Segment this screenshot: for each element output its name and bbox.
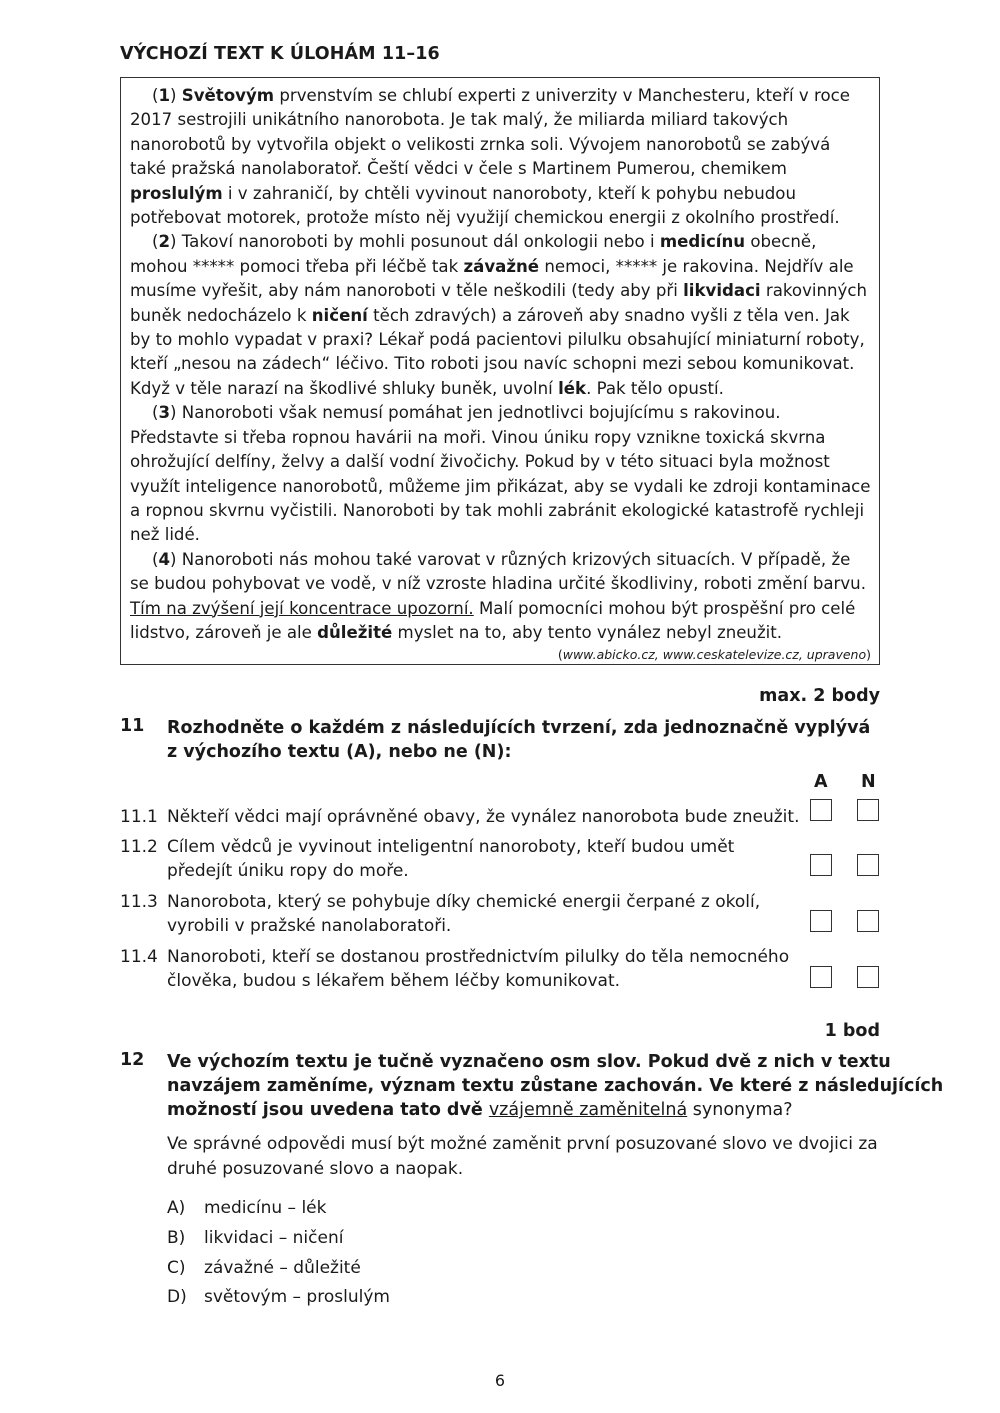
paragraph-2-text-e: těch zdravých) a zároveň aby snadno vyšli z těla ven. Jak by to mohlo vypadat v praxi? Lékař podá pacientovi pilulku obsahující miniaturní roboty, kteří „nesou na zádech“ léčivo. Tito roboti jsou navíc schopni mezi sebou komunikovat. Když v těle narazí na škodlivé shluky buněk, uvolní	[130, 305, 865, 398]
q12-option-a[interactable]: A) medicínu – lék	[167, 1198, 327, 1218]
q11-number: 11	[120, 716, 145, 736]
bold-word-zavazne: závažné	[463, 256, 540, 276]
underlined-sentence: Tím na zvýšení její koncentrace upozorní.	[130, 598, 474, 618]
q11-1-checkbox-n[interactable]	[857, 799, 879, 821]
q12-points: 1 bod	[824, 1021, 880, 1041]
paragraph-3-number: 3	[158, 403, 171, 423]
bold-word-medicinu: medicínu	[659, 232, 746, 252]
paragraph-2-text-f: . Pak tělo opustí.	[586, 378, 724, 398]
underlined-phrase: vzájemně zaměnitelná	[488, 1100, 688, 1120]
q11-4-checkbox-n[interactable]	[857, 966, 879, 988]
paragraph-3: (3) Nanoroboti však nemusí pomáhat jen jednotlivci bojujícímu s rakovinou. Představte si třeba ropnou havárii na moři. Vinou úniku ropy vznikne toxická skvrna ohrožující delfíny, želvy a další vodní živočichy. Pokud by v této situaci byla možnost využít inteligence nanorobotů, můžeme jim přikázat, aby se vydali ke zdroji kontaminace a ropnou skvrnu vyčistili. Nanoroboti by tak mohli zabránit ekologické katastrofě rychleji než lidé.	[130, 403, 871, 545]
source-citation: (www.abicko.cz, www.ceskatelevize.cz, upraveno)	[557, 647, 871, 663]
bold-word-lek: lék	[558, 378, 587, 398]
bold-word-proslulym: proslulým	[130, 183, 223, 203]
paragraph-2-text-a: Takoví nanoroboti by mohli posunout dál onkologii nebo i	[176, 232, 660, 252]
bold-word-niceni: ničení	[311, 305, 368, 325]
exam-page: VÝCHOZÍ TEXT K ÚLOHÁM 11–16 (1) Světovým prvenstvím se chlubí experti z univerzity v Manchesteru, kteří v roce 2017 sestrojili unikátního nanorobota. Je tak malý, že miliarda miliard takových nanorobotů by vytvořila objekt o velikosti zrnka soli. Vývojem nanorobotů se zabývá také pražská nanolaboratoř. Čeští vědci v čele s Martinem Pumerou, chemikem proslulým i v zahraničí, by chtěli vyvinout nanoroboty, kteří k pohybu nebudou potřebovat motorek, protože místo něj využijí chemickou energii z okolního prostředí. (2) Takoví nanoroboti by mohli posunout dál onkologii nebo i medicínu obecně, mohou ***** pomoci třeba při léčbě tak závažné nemoci, ***** je rakovina. Nejdřív ale musíme vyřešit, aby nám nanoroboti v těle neškodili (tedy aby při likvidaci rakovinných buněk nedocházelo k ničení těch zdravých) a zároveň aby snadno vyšli z těla ven. Jak by to mohlo vypadat v praxi? Lékař podá pacientovi pilulku obsahující miniaturní roboty, kteří „nesou na zádech“ léčivo. Tito roboti jsou navíc schopni mezi sebou komunikovat. Když v těle narazí na škodlivé shluky buněk, uvolní lék. Pak tělo opustí. (3) Nanoroboti však nemusí pomáhat jen jednotlivci bojujícímu s rakovinou. Představte si třeba ropnou havárii na moři. Vinou úniku ropy vznikne toxická skvrna ohrožující delfíny, želvy a další vodní živočichy. Pokud by v této situaci byla možnost využít inteligence nanorobotů, můžeme jim přikázat, aby se vydali ke zdroji kontaminace a ropnou skvrnu vyčistili. Nanoroboti by tak mohli zabránit ekologické katastrofě rychleji než lidé. (4) Nanoroboti nás mohou také varovat v různých krizových situacích. V případě, že se budou pohybovat ve vodě, v níž vzroste hladina určité škodliviny, roboti změní barvu. Tím na zvýšení její koncentrace upozorní. Malí pomocníci mohou být prospěšní pro celé lidstvo, zároveň je ale důležité myslet na to, aby tento vynález nebyl zneužit. (www.abicko.cz, www.ceskatelevize.cz, upraveno) max. 2 body 11 Rozhodněte o každém z následujících tvrzení, zda jednoznačně vyplývá z výchozího textu (A), nebo ne (N): A N 11.1 Někteří vědci mají oprávněné obavy, že vynález nanorobota bude zneužit. 11.2 Cílem vědců je vyvinout inteligentní nanoroboty, kteří budou umět předejít úniku ropy do moře. 11.3 Nanorobota, který se pohybuje díky chemické energii čerpané z okolí, vyrobili v pražské nanolaboratoři. 11.4 Nanoroboti, kteří se dostanou prostřednictvím pilulky do těla nemocného člověka, budou s lékařem během léčby komunikovat. 1 bod 12 Ve výchozím textu je tučně vyznačeno osm slov. Pokud dvě z nich v textu navzájem zaměníme, význam textu zůstane zachován. Ve které z následujících možností jsou uvedena tato dvě vzájemně zaměnitelná synonyma? Ve správné odpovědi musí být možné zaměnit první posuzované slovo ve dvojici za druhé posuzované slovo a naopak. A) medicínu – lék B) likvidaci – ničení C) závažné – důležité D) světovým – proslulým 6	[0, 0, 1000, 1413]
paragraph-4-text-a: Nanoroboti nás mohou také varovat v různých krizových situacích. V případě, že se budou pohybovat ve vodě, v níž vzroste hladina určité škodliviny, roboti změní barvu.	[130, 549, 866, 594]
q11-3-checkbox-a[interactable]	[810, 910, 832, 932]
q11-4-checkbox-a[interactable]	[810, 966, 832, 988]
paragraph-4-number: 4	[158, 549, 171, 569]
bold-word-dulezite: důležité	[317, 622, 393, 642]
q11-2-checkbox-n[interactable]	[857, 854, 879, 876]
q12-option-d[interactable]: D) světovým – proslulým	[167, 1287, 390, 1307]
paragraph-2-number: 2	[158, 232, 171, 252]
section-heading: VÝCHOZÍ TEXT K ÚLOHÁM 11–16	[120, 44, 440, 64]
paragraph-1-text-a: prvenstvím se chlubí experti z univerzity v Manchesteru, kteří v roce 2017 sestrojili unikátního nanorobota. Je tak malý, že miliarda miliard takových nanorobotů by vytvořila objekt o velikosti zrnka soli. Vývojem nanorobotů se zabývá také pražská nanolaboratoř. Čeští vědci v čele s Martinem Pumerou, chemikem	[130, 86, 850, 179]
source-citation-text: www.abicko.cz, www.ceskatelevize.cz, upraveno	[562, 647, 867, 663]
page-number: 6	[494, 1371, 506, 1390]
paragraph-1: (1) Světovým prvenstvím se chlubí experti z univerzity v Manchesteru, kteří v roce 2017 sestrojili unikátního nanorobota. Je tak malý, že miliarda miliard takových nanorobotů by vytvořila objekt o velikosti zrnka soli. Vývojem nanorobotů se zabývá také pražská nanolaboratoř. Čeští vědci v čele s Martinem Pumerou, chemikem proslulým i v zahraničí, by chtěli vyvinout nanoroboty, kteří k pohybu nebudou potřebovat motorek, protože místo něj využijí chemickou energii z okolního prostředí.	[130, 86, 850, 228]
paragraph-1-text-b: i v zahraničí, by chtěli vyvinout nanoroboty, kteří k pohybu nebudou potřebovat motorek, protože místo něj využijí chemickou energii z okolního prostředí.	[130, 183, 840, 228]
bold-word-svetovym: Světovým	[181, 86, 275, 105]
q12-option-b[interactable]: B) likvidaci – ničení	[167, 1228, 344, 1248]
paragraph-2-text-b: obecně, mohou ***** pomoci třeba při léčbě tak	[130, 232, 817, 276]
paragraph-4: (4) Nanoroboti nás mohou také varovat v různých krizových situacích. V případě, že se budou pohybovat ve vodě, v níž vzroste hladina určité škodliviny, roboti změní barvu. Tím na zvýšení její koncentrace upozorní. Malí pomocníci mohou být prospěšní pro celé lidstvo, zároveň je ale důležité myslet na to, aby tento vynález nebyl zneužit.	[130, 549, 866, 642]
q11-points: max. 2 body	[759, 686, 880, 706]
q12-instruction: Ve správné odpovědi musí být možné zaměnit první posuzované slovo ve dvojici za druhé posuzované slovo a naopak.	[167, 1134, 878, 1179]
paragraph-1-number: 1	[158, 86, 171, 105]
paragraph-2-text-d: rakovinných buněk nedocházelo k	[130, 281, 868, 325]
q11-question: Rozhodněte o každém z následujících tvrzení, zda jednoznačně vyplývá z výchozího textu (A), nebo ne (N):	[167, 718, 871, 762]
column-header-n: N	[861, 772, 876, 792]
paragraph-4-text-c: myslet na to, aby tento vynález nebyl zneužit.	[392, 622, 783, 642]
paragraph-2-text-c: nemoci, ***** je rakovina. Nejdřív ale musíme vyřešit, aby nám nanoroboti v těle neškodili (tedy aby při	[130, 256, 854, 301]
source-text-box	[120, 77, 880, 665]
column-header-a: A	[814, 772, 828, 792]
q12-number: 12	[120, 1050, 145, 1070]
paragraph-4-text-b: Malí pomocníci mohou být prospěšní pro celé lidstvo, zároveň je ale	[130, 598, 856, 642]
q12-question: Ve výchozím textu je tučně vyznačeno osm slov. Pokud dvě z nich v textu navzájem zaměníme, význam textu zůstane zachován. Ve které z následujících možností jsou uvedena tato dvě vzájemně zaměnitelná synonyma?	[167, 1052, 944, 1120]
q12-option-c[interactable]: C) závažné – důležité	[167, 1258, 361, 1278]
paragraph-3-text: Nanoroboti však nemusí pomáhat jen jednotlivci bojujícímu s rakovinou. Představte si třeba ropnou havárii na moři. Vinou úniku ropy vznikne toxická skvrna ohrožující delfíny, želvy a další vodní živočichy. Pokud by v této situaci byla možnost využít inteligence nanorobotů, můžeme jim přikázat, aby se vydali ke zdroji kontaminace a ropnou skvrnu vyčistili. Nanoroboti by tak mohli zabránit ekologické katastrofě rychleji než lidé.	[130, 403, 871, 545]
paragraph-2: (2) Takoví nanoroboti by mohli posunout dál onkologii nebo i medicínu obecně, mohou ***** pomoci třeba při léčbě tak závažné nemoci, ***** je rakovina. Nejdřív ale musíme vyřešit, aby nám nanoroboti v těle neškodili (tedy aby při likvidaci rakovinných buněk nedocházelo k ničení těch zdravých) a zároveň aby snadno vyšli z těla ven. Jak by to mohlo vypadat v praxi? Lékař podá pacientovi pilulku obsahující miniaturní roboty, kteří „nesou na zádech“ léčivo. Tito roboti jsou navíc schopni mezi sebou komunikovat. Když v těle narazí na škodlivé shluky buněk, uvolní lék. Pak tělo opustí.	[130, 232, 868, 398]
q11-1-checkbox-a[interactable]	[810, 799, 832, 821]
q11-2-checkbox-a[interactable]	[810, 854, 832, 876]
q11-3-checkbox-n[interactable]	[857, 910, 879, 932]
bold-word-likvidaci: likvidaci	[683, 281, 761, 301]
